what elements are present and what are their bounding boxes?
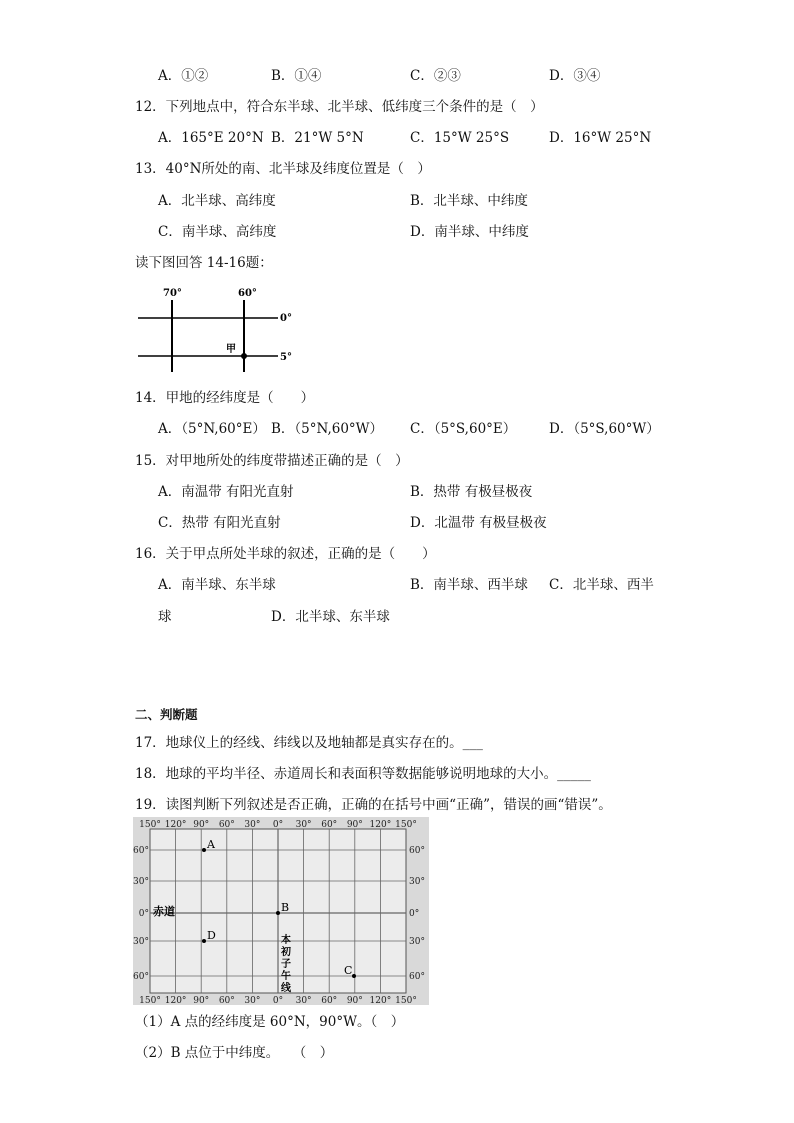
point-jia-marker [241,353,247,359]
q16-stem: 16．关于甲点所处半球的叙述，正确的是（ ） [135,546,436,562]
bottom-longitude-label: 150° [395,996,417,1005]
right-latitude-label: 60° [409,972,425,982]
point-a-marker [202,848,206,852]
q12-option-d: D．16°W 25°N [549,130,652,146]
point-c-label: C [344,964,353,977]
q16-option-c-wrap: 球 [158,609,172,625]
equator-label: 赤道 [153,905,175,918]
q15-option-c: C．热带 有阳光直射 [158,515,281,531]
q14-stem: 14．甲地的经纬度是（ ） [135,390,315,406]
bottom-longitude-label: 90° [346,996,363,1005]
figure-intro: 读下图回答 14-16题： [135,255,273,271]
left-latitude-label: 0° [138,909,149,919]
q12-option-a: A．165°E 20°N [158,130,264,146]
q11-option-a: A．①② [158,68,209,84]
q11-option-b: B．①④ [271,68,322,84]
prime-meridian-label-4: 午 [281,971,291,982]
grid-figure-1 [130,282,300,377]
prime-meridian-label-3: 子 [281,959,291,970]
q14-option-b: B．（5°N,60°W） [271,421,384,437]
lon-left-label: 70° [163,288,182,299]
right-latitude-label: 30° [409,877,425,887]
prime-meridian-label-5: 线 [281,983,291,994]
q13-option-c: C．南半球、高纬度 [158,224,277,240]
q11-option-d: D．③④ [549,68,601,84]
top-longitude-label: 60° [321,820,338,830]
top-longitude-label: 30° [244,820,261,830]
q19-sub2: （2）B 点位于中纬度。 （ ） [135,1045,334,1061]
point-b-marker [276,911,280,915]
q13-option-d: D．南半球、中纬度 [410,224,529,240]
top-longitude-label: 30° [295,820,312,830]
q15-option-d: D．北温带 有极昼极夜 [410,515,547,531]
q12-option-b: B．21°W 5°N [271,130,364,146]
q16-option-c: C．北半球、西半 [549,577,654,593]
bottom-longitude-label: 30° [244,996,261,1005]
section-title-judgement: 二、判断题 [135,707,198,722]
q15-stem: 15．对甲地所处的纬度带描述正确的是（ ） [135,453,409,469]
q16-option-a: A．南半球、东半球 [158,577,276,593]
point-d-label: D [207,929,216,942]
top-longitude-label: 120° [164,820,187,830]
top-longitude-label: 90° [193,820,210,830]
top-longitude-label: 120° [369,820,392,830]
right-latitude-label: 60° [409,846,425,856]
lon-right-label: 60° [238,288,257,299]
q16-option-d: D．北半球、东半球 [271,609,390,625]
bottom-longitude-label: 120° [369,996,392,1005]
q14-option-d: D．（5°S,60°W） [549,421,660,437]
right-latitude-label: 30° [409,937,425,947]
bottom-longitude-label: 0° [272,996,284,1005]
prime-meridian-label-2: 初 [281,947,291,958]
q17-stem: 17．地球仪上的经线、纬线以及地轴都是真实存在的。___ [135,735,483,751]
left-latitude-label: 60° [133,846,149,856]
bottom-longitude-label: 60° [218,996,235,1005]
point-c-marker [352,974,356,978]
top-longitude-label: 90° [346,820,363,830]
bottom-longitude-label: 30° [295,996,312,1005]
bottom-longitude-label: 120° [164,996,187,1005]
point-b-label: B [281,901,290,914]
q19-stem: 19．读图判断下列叙述是否正确，正确的在括号中画“正确”，错误的画“错误”。 [135,797,612,813]
q13-option-a: A．北半球、高纬度 [158,193,276,209]
bottom-longitude-label: 150° [139,996,161,1005]
point-jia-label: 甲 [226,344,236,355]
top-longitude-label: 150° [395,820,417,830]
q13-stem: 13．40°N所处的南、北半球及纬度位置是（ ） [135,161,431,177]
left-latitude-label: 60° [133,972,149,982]
left-latitude-label: 30° [133,937,149,947]
top-longitude-label: 0° [272,820,284,830]
lat-top-label: 0° [280,313,292,324]
right-latitude-label: 0° [409,909,420,919]
q14-option-c: C．（5°S,60°E） [410,421,517,437]
q12-stem: 12．下列地点中，符合东半球、北半球、低纬度三个条件的是（ ） [135,99,544,115]
q16-option-b: B．南半球、西半球 [410,577,528,593]
q14-option-a: A．（5°N,60°E） [158,421,266,437]
q11-option-c: C．②③ [410,68,461,84]
q18-stem: 18．地球的平均半径、赤道周长和表面积等数据能够说明地球的大小。_____ [135,766,591,782]
left-latitude-label: 30° [133,877,149,887]
lat-bottom-label: 5° [280,352,292,363]
top-longitude-label: 60° [218,820,235,830]
q15-option-a: A．南温带 有阳光直射 [158,484,294,500]
point-d-marker [202,939,206,943]
grid-figure-2 [133,817,429,1005]
q19-sub1: （1）A 点的经纬度是 60°N，90°W。（ ） [135,1014,405,1030]
bottom-longitude-label: 90° [193,996,210,1005]
q13-option-b: B．北半球、中纬度 [410,193,528,209]
q15-option-b: B．热带 有极昼极夜 [410,484,533,500]
q12-option-c: C．15°W 25°S [410,130,510,146]
point-a-label: A [207,838,215,851]
top-longitude-label: 150° [139,820,161,830]
prime-meridian-label-1: 本 [281,935,291,946]
bottom-longitude-label: 60° [321,996,338,1005]
